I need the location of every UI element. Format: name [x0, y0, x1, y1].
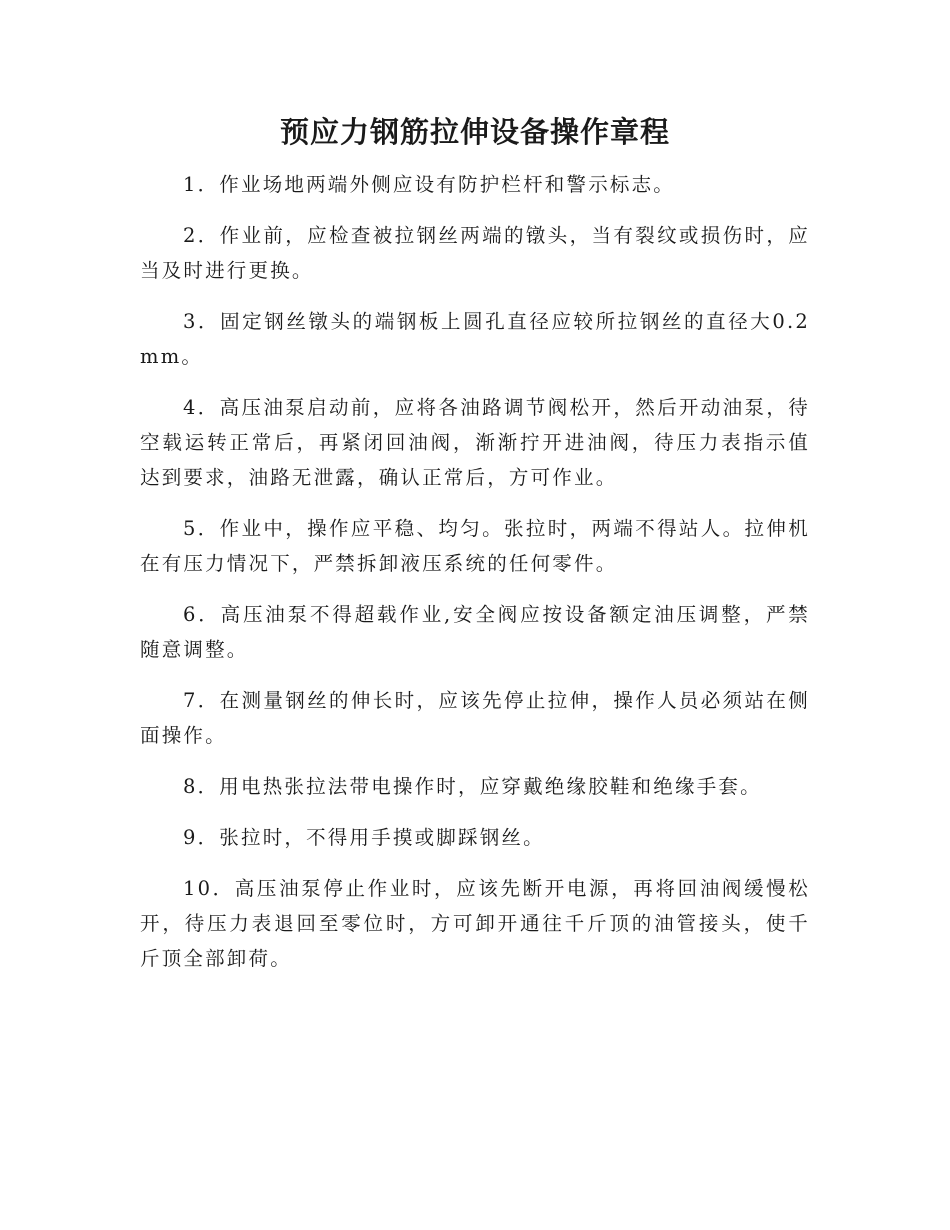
- paragraph-7: 7．在测量钢丝的伸长时，应该先停止拉伸，操作人员必须站在侧面操作。: [140, 689, 810, 747]
- document-title: 预应力钢筋拉伸设备操作章程: [279, 115, 670, 149]
- paragraph-4: 4．高压油泵启动前，应将各油路调节阀松开，然后开动油泵，待空载运转正常后，再紧闭回油阀，渐渐拧开进油阀，待压力表指示值达到要求，油路无泄露，确认正常后，方可作业。: [140, 396, 810, 489]
- paragraph-5: 5．作业中，操作应平稳、均匀。张拉时，两端不得站人。拉伸机在有压力情况下，严禁拆卸液压系统的任何零件。: [140, 517, 810, 575]
- paragraph-10: 10．高压油泵停止作业时，应该先断开电源，再将回油阀缓慢松开，待压力表退回至零位时，方可卸开通往千斤顶的油管接头，使千斤顶全部卸荷。: [140, 877, 810, 970]
- paragraph-8: 8．用电热张拉法带电操作时，应穿戴绝缘胶鞋和绝缘手套。: [183, 775, 762, 798]
- document-body: [140, 167, 810, 992]
- paragraph-6: 6．高压油泵不得超载作业,安全阀应按设备额定油压调整，严禁随意调整。: [140, 603, 810, 661]
- paragraph-9: 9．张拉时，不得用手摸或脚踩钢丝。: [183, 826, 545, 849]
- paragraph-3: 3．固定钢丝镦头的端钢板上圆孔直径应较所拉钢丝的直径大0.2mm。: [140, 310, 810, 368]
- paragraph-1: 1．作业场地两端外侧应设有防护栏杆和警示标志。: [183, 173, 676, 196]
- paragraph-2: 2．作业前，应检查被拉钢丝两端的镦头，当有裂纹或损伤时，应当及时进行更换。: [140, 224, 810, 282]
